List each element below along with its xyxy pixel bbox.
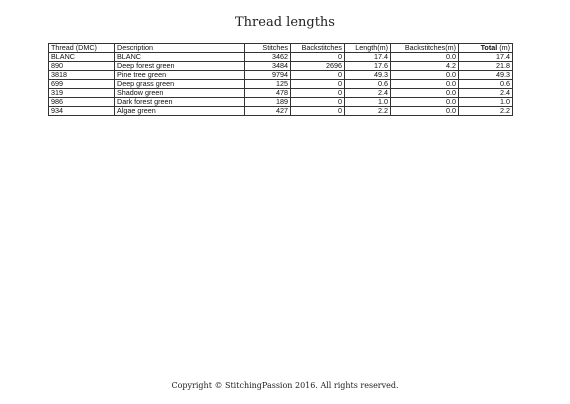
cell-thread: 699 [49,80,115,89]
cell-backstitches: 2696 [291,62,345,71]
header-thread: Thread (DMC) [49,44,115,53]
cell-length: 0.6 [345,80,391,89]
cell-thread: 986 [49,98,115,107]
cell-total: 1.0 [459,98,513,107]
cell-backstitches-m: 0.0 [391,71,459,80]
table-row [49,62,513,71]
cell-backstitches-m: 4.2 [391,62,459,71]
cell-total: 17.4 [459,53,513,62]
cell-backstitches-m: 0.0 [391,98,459,107]
header-backstitches-m: Backstitches(m) [391,44,459,53]
cell-thread: 3818 [49,71,115,80]
cell-backstitches: 0 [291,53,345,62]
table-row [49,89,513,98]
cell-stitches: 3484 [245,62,291,71]
cell-stitches: 189 [245,98,291,107]
cell-description: Algae green [115,107,245,116]
cell-description: Deep forest green [115,62,245,71]
header-length: Length(m) [345,44,391,53]
header-description: Description [115,44,245,53]
cell-total: 2.4 [459,89,513,98]
cell-description: Pine tree green [115,71,245,80]
cell-backstitches: 0 [291,71,345,80]
table-row [49,80,513,89]
cell-length: 2.4 [345,89,391,98]
cell-total: 2.2 [459,107,513,116]
table-body [49,53,513,116]
cell-backstitches-m: 0.0 [391,107,459,116]
cell-thread: 890 [49,62,115,71]
cell-total: 49.3 [459,71,513,80]
cell-stitches: 478 [245,89,291,98]
cell-description: Dark forest green [115,98,245,107]
cell-description: BLANC [115,53,245,62]
cell-length: 1.0 [345,98,391,107]
cell-thread: BLANC [49,53,115,62]
copyright-footer: Copyright © StitchingPassion 2016. All rights reserved. [171,381,399,390]
thread-lengths-table [48,43,513,116]
cell-total: 21.8 [459,62,513,71]
header-stitches: Stitches [245,44,291,53]
table-row [49,53,513,62]
cell-backstitches: 0 [291,89,345,98]
cell-length: 49.3 [345,71,391,80]
cell-stitches: 9794 [245,71,291,80]
cell-length: 2.2 [345,107,391,116]
header-backstitches: Backstitches [291,44,345,53]
cell-description: Deep grass green [115,80,245,89]
cell-stitches: 427 [245,107,291,116]
cell-total: 0.6 [459,80,513,89]
cell-stitches: 3462 [245,53,291,62]
page-title: Thread lengths [235,15,335,30]
cell-thread: 934 [49,107,115,116]
cell-length: 17.4 [345,53,391,62]
header-total-unit: (m) [497,43,510,52]
header-total-bold: Total [480,43,498,52]
cell-backstitches-m: 0.0 [391,89,459,98]
cell-backstitches: 0 [291,80,345,89]
cell-stitches: 125 [245,80,291,89]
cell-backstitches-m: 0.0 [391,80,459,89]
header-total [459,44,513,53]
table-row [49,71,513,80]
cell-backstitches: 0 [291,107,345,116]
cell-thread: 319 [49,89,115,98]
cell-length: 17.6 [345,62,391,71]
table-header-row [49,44,513,53]
cell-backstitches-m: 0.0 [391,53,459,62]
cell-backstitches: 0 [291,98,345,107]
cell-description: Shadow green [115,89,245,98]
table-row [49,98,513,107]
table-row [49,107,513,116]
